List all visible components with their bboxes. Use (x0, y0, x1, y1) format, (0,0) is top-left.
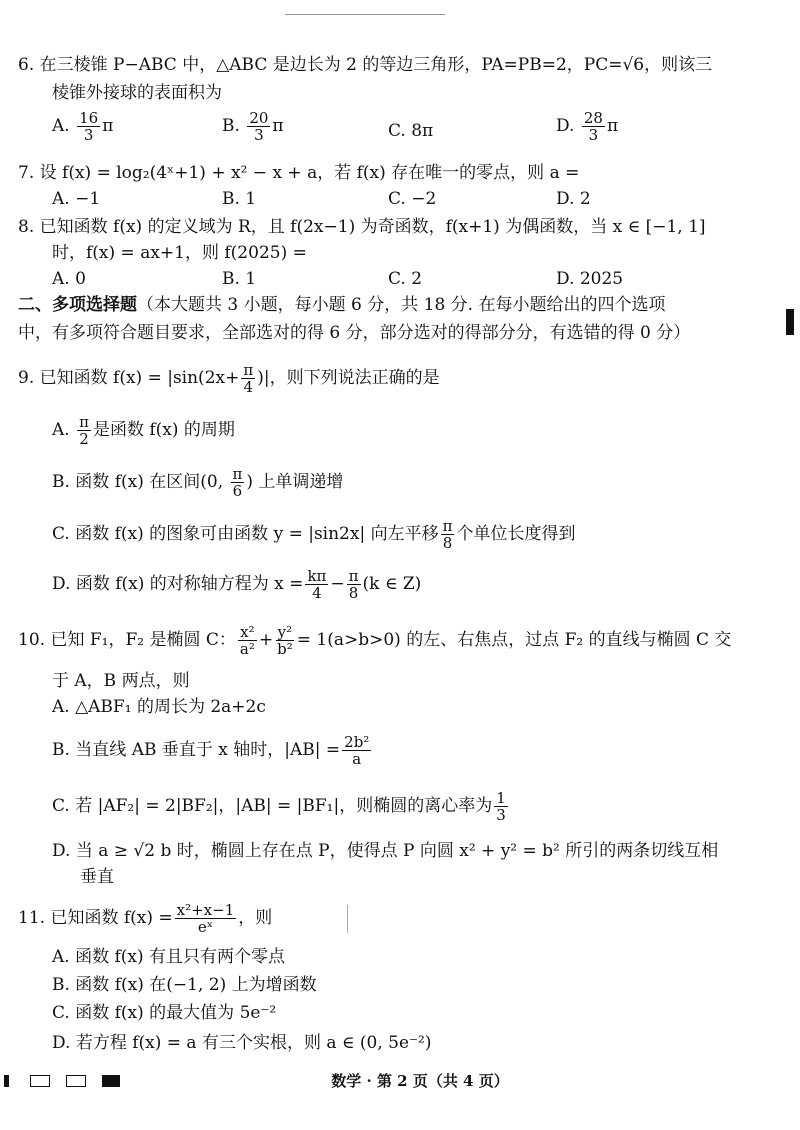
q7-option-d[interactable]: D. 2 (556, 189, 591, 209)
fraction: $\frac{16}{3}$ (79, 109, 99, 144)
page-number: 数学 · 第 2 页（共 4 页） (331, 1072, 509, 1090)
fraction: $\frac{\pi}{6}$ (232, 465, 243, 500)
section-heading: 二、多项选择题（本大题共 3 小题，每小题 6 分，共 18 分. 在每小题给出的四个选项 (18, 295, 666, 315)
fraction: $\frac{k\pi}{4}$ (307, 567, 327, 602)
q7-option-a[interactable]: A. −1 (52, 189, 101, 209)
fraction: $\frac{\text{2b²}}{a}$ (344, 733, 370, 768)
fraction: $\frac{\text{y²}}{\text{b²}}$ (277, 623, 293, 658)
q8-stem: 8. 已知函数 f(x) 的定义域为 R，且 f(2x−1) 为奇函数，f(x+1) 为偶函数，当 x ∈ [−1, 1] (18, 217, 706, 237)
fraction: $\frac{\pi}{4}$ (243, 361, 254, 396)
footer-filled-box-icon (102, 1075, 120, 1087)
q9-option-a[interactable]: A. $\frac{\pi}{2}$ 是函数 f(x) 的周期 (52, 413, 235, 448)
q10-option-d[interactable]: D. 当 a ≥ √2 b 时，椭圆上存在点 P，使得点 P 向圆 x² + y² = b² 所引的两条切线互相 (52, 841, 719, 861)
page-footer (0, 1070, 800, 1094)
q7-option-b[interactable]: B. 1 (222, 189, 257, 209)
q11-option-b[interactable]: B. 函数 f(x) 在(−1, 2) 上为增函数 (52, 975, 317, 995)
q10-stem: 10. 已知 F₁，F₂ 是椭圆 C： $\frac{\text{x²}}{\text{a²}}$ + $\frac{\text{y²}}{\text{b²}}$ = 1(a>b>0) 的左、右焦点，过点 F₂ 的直线与椭圆 C 交 (18, 623, 732, 658)
q7-option-c[interactable]: C. −2 (388, 189, 437, 209)
q9-option-c[interactable]: C. 函数 f(x) 的图象可由函数 y = |sin2x| 向左平移 $\frac{\pi}{8}$ 个单位长度得到 (52, 517, 576, 552)
q6-stem: 6. 在三棱锥 P−ABC 中，△ABC 是边长为 2 的等边三角形，PA=PB=2，PC=√6，则该三 (18, 55, 713, 75)
footer-box-icon (30, 1075, 50, 1087)
section-description: 中，有多项符合题目要求，全部选对的得 6 分，部分选对的得部分分，有选错的得 0 分） (18, 323, 691, 343)
q11-option-c[interactable]: C. 函数 f(x) 的最大值为 5e⁻² (52, 1003, 277, 1023)
q9-option-b[interactable]: B. 函数 f(x) 在区间(0, $\frac{\pi}{6}$ ) 上单调递增 (52, 465, 344, 500)
q6-option-b[interactable]: B. $\frac{20}{3}$ π (222, 109, 284, 144)
q9-stem: 9. 已知函数 f(x) = |sin(2x+ $\frac{\pi}{4}$ )|，则下列说法正确的是 (18, 361, 440, 396)
q10-option-c[interactable]: C. 若 |AF₂| = 2|BF₂|，|AB| = |BF₁|，则椭圆的离心率为 $\frac{1}{3}$ (52, 789, 506, 824)
q8-option-a[interactable]: A. 0 (52, 269, 86, 289)
q6-stem-line2: 棱锥外接球的表面积为 (52, 83, 222, 103)
fraction: $\frac{1}{3}$ (496, 789, 506, 824)
q11-stem: 11. 已知函数 f(x) = $\frac{\text{x²+x−1}}{\text{eˣ}}$ ，则 (18, 901, 273, 936)
q10-option-a[interactable]: A. △ABF₁ 的周长为 2a+2c (52, 697, 266, 717)
q6-option-a[interactable]: A. $\frac{16}{3}$ π (52, 109, 114, 144)
fraction: $\frac{\pi}{2}$ (79, 413, 89, 448)
q9-option-d[interactable]: D. 函数 f(x) 的对称轴方程为 x = $\frac{k\pi}{4}$ − $\frac{\pi}{8}$ (k ∈ Z) (52, 567, 422, 602)
footer-box-icon (66, 1075, 86, 1087)
q8-option-b[interactable]: B. 1 (222, 269, 257, 289)
scan-artifact-line (347, 905, 348, 933)
q8-stem-line2: 时，f(x) = ax+1，则 f(2025) = (52, 243, 307, 263)
fraction: $\frac{\pi}{8}$ (442, 517, 453, 552)
fraction: $\frac{\text{x²+x−1}}{\text{eˣ}}$ (176, 901, 235, 936)
q8-option-d[interactable]: D. 2025 (556, 269, 624, 289)
q10-option-b[interactable]: B. 当直线 AB 垂直于 x 轴时，|AB| = $\frac{\text{2b²}}{a}$ (52, 733, 370, 768)
q7-stem: 7. 设 f(x) = log₂(4ˣ+1) + x² − x + a，若 f(x) 存在唯一的零点，则 a = (18, 163, 580, 183)
fraction: $\frac{20}{3}$ (249, 109, 269, 144)
fraction: $\frac{28}{3}$ (583, 109, 603, 144)
margin-mark (786, 309, 794, 335)
q11-option-a[interactable]: A. 函数 f(x) 有且只有两个零点 (52, 947, 286, 967)
top-rule (285, 14, 445, 15)
fraction: $\frac{\pi}{8}$ (348, 567, 359, 602)
q6-option-c[interactable]: C. 8π (388, 121, 434, 141)
q11-option-d[interactable]: D. 若方程 f(x) = a 有三个实根，则 a ∈ (0, 5e⁻²) (52, 1033, 432, 1053)
fraction: $\frac{\text{x²}}{\text{a²}}$ (239, 623, 255, 658)
q10-stem-line2: 于 A，B 两点，则 (52, 671, 190, 691)
q8-option-c[interactable]: C. 2 (388, 269, 423, 289)
q6-option-d[interactable]: D. $\frac{28}{3}$ π (556, 109, 619, 144)
q10-option-d-line2: 垂直 (80, 867, 114, 887)
footer-mark-icon (4, 1075, 9, 1087)
